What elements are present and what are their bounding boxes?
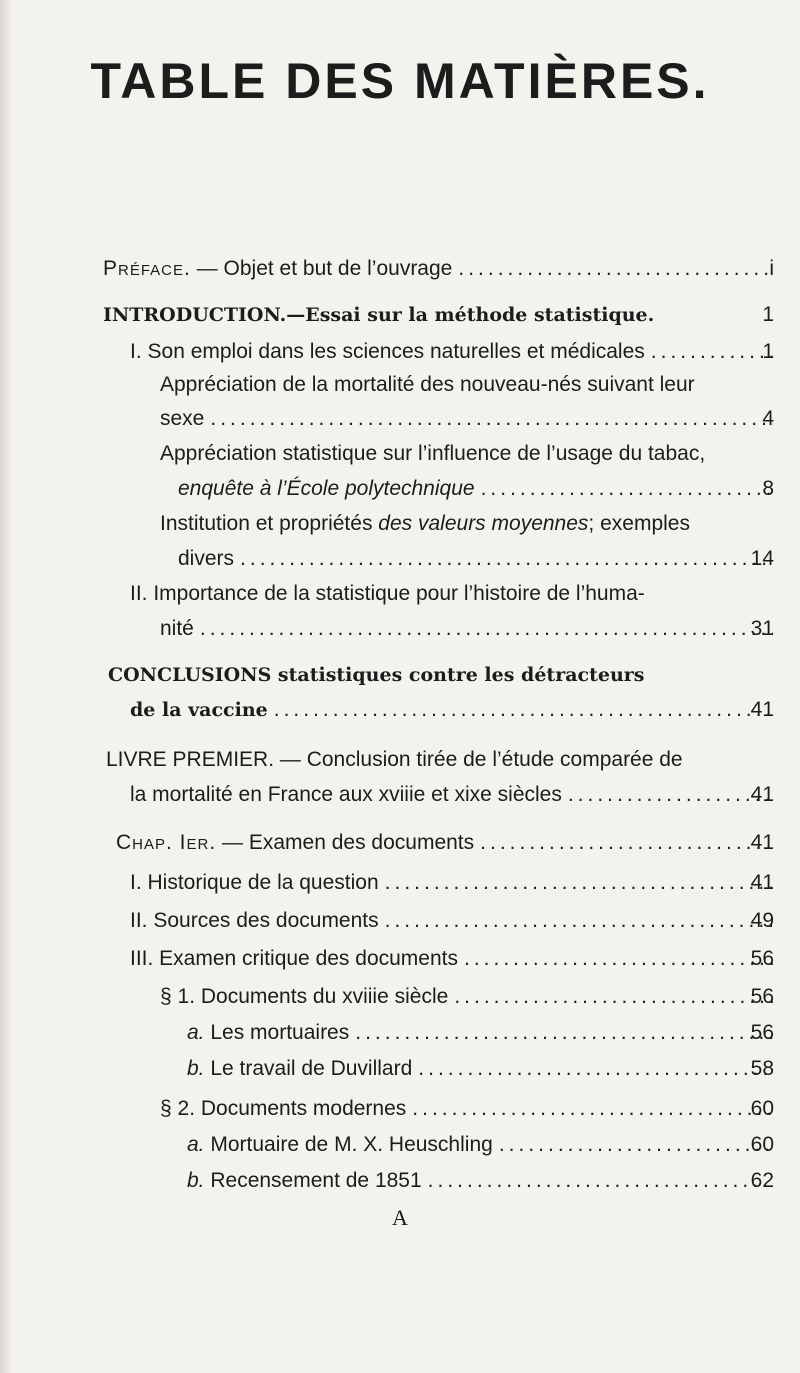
entry-label: Mortuaire de M. X. Heuschling: [204, 1133, 493, 1156]
toc-entry-examen-critique: [130, 947, 773, 971]
page-number: 56: [750, 985, 774, 1008]
entry-label: Le travail de Duvillard: [204, 1057, 413, 1080]
leader-dots: [412, 1057, 773, 1081]
entry-label: INTRODUCTION.—Essai sur la méthode statistique.: [103, 304, 655, 326]
toc-entry-importance: [160, 617, 773, 641]
toc-entry-historique: [130, 871, 773, 895]
toc-entry-preface: [103, 257, 773, 281]
entry-line: Appréciation de la mortalité des nouveau-nés suivant leur: [160, 373, 695, 396]
leader-dots: [452, 257, 773, 281]
entry-line: Appréciation statistique sur l’influence de l’usage du tabac,: [160, 442, 706, 465]
leader-dots: [379, 871, 773, 895]
toc-entry-tabac: [178, 477, 773, 501]
entry-label: Recensement de 1851: [204, 1169, 422, 1192]
entry-label: § 2. Documents modernes: [160, 1097, 407, 1120]
page-number: 62: [750, 1169, 774, 1192]
leader-dots: [268, 698, 773, 722]
leader-dots: [493, 1133, 773, 1157]
page-number: 1: [762, 340, 774, 363]
leader-dots: [406, 1097, 773, 1121]
leader-dots: [448, 985, 773, 1009]
toc-entry-heuschling: [187, 1133, 773, 1157]
toc-entry-sources: [130, 909, 773, 933]
entry-label: II. Sources des documents: [130, 909, 379, 932]
toc-entry-section-2: [160, 1097, 773, 1121]
entry-line: CONCLUSIONS statistiques contre les détracteurs: [108, 664, 645, 686]
toc-entry-son-emploi: [130, 340, 773, 364]
entry-label: § 1. Documents du xviiie siècle: [160, 985, 449, 1008]
page-number: 8: [762, 477, 774, 500]
page-number: i: [769, 257, 774, 280]
entry-marker: a.: [187, 1021, 205, 1044]
page-number: 4: [762, 407, 774, 430]
toc-entry-mortalite-nouveau-nes: [160, 407, 773, 431]
entry-label: Les mortuaires: [204, 1021, 350, 1044]
entry-label: enquête à l’École polytechnique: [178, 477, 475, 500]
leader-dots: [474, 831, 773, 855]
entry-label: divers: [178, 547, 235, 570]
entry-label: la mortalité en France aux xviiie et xixe siècles: [130, 783, 562, 806]
page-number: 31: [750, 617, 774, 640]
leader-dots: [562, 783, 773, 807]
entry-marker: b.: [187, 1057, 205, 1080]
entry-label: nité: [160, 617, 194, 640]
toc-entry-introduction: [103, 303, 773, 327]
toc-entry-section-1: [160, 985, 773, 1009]
leader-dots: [475, 477, 773, 501]
leader-dots: [349, 1021, 773, 1045]
entry-label: I. Historique de la question: [130, 871, 379, 894]
toc-entry-chap-1: [116, 831, 773, 855]
page-number: 58: [750, 1057, 774, 1080]
entry-label: sexe: [160, 407, 205, 430]
page-title: TABLE DES MATIÈRES.: [90, 53, 710, 109]
entry-line: II. Importance de la statistique pour l’histoire de l’huma-: [130, 582, 645, 605]
leader-dots: [204, 407, 773, 431]
page-number: 1: [762, 303, 774, 326]
page-number: 60: [750, 1133, 774, 1156]
leader-dots: [458, 947, 773, 971]
entry-label: III. Examen critique des documents: [130, 947, 458, 970]
entry-label: — Objet et but de l’ouvrage: [190, 257, 453, 280]
leader-dots: [194, 617, 773, 641]
leader-dots: [422, 1169, 773, 1193]
page-number: 49: [750, 909, 774, 932]
page-number: 41: [750, 698, 774, 721]
toc-entry-recensement: [187, 1169, 773, 1193]
page-number: 56: [750, 947, 774, 970]
toc-entry-livre-premier: [130, 783, 773, 807]
signature-mark: A: [392, 1205, 408, 1230]
toc-entry-valeurs-moyennes: [178, 547, 773, 571]
leader-dots: [234, 547, 773, 571]
leader-dots: [379, 909, 773, 933]
entry-label: I. Son emploi dans les sciences naturelles et médicales: [130, 340, 645, 363]
entry-marker: a.: [187, 1133, 205, 1156]
page-number: 56: [750, 1021, 774, 1044]
toc-entry-conclusions: [130, 698, 773, 722]
page-number: 41: [750, 783, 774, 806]
entry-line: Institution et propriétés des valeurs moyennes; exemples: [160, 512, 690, 535]
entry-prefix: Préface.: [103, 257, 191, 280]
page-number: 60: [750, 1097, 774, 1120]
entry-prefix: Chap. Ier.: [116, 831, 217, 854]
entry-label: de la vaccine: [130, 699, 268, 721]
page-number: 41: [750, 871, 774, 894]
entry-line: LIVRE PREMIER. — Conclusion tirée de l’étude comparée de: [106, 748, 683, 771]
toc-entry-duvillard: [187, 1057, 773, 1081]
entry-marker: b.: [187, 1169, 205, 1192]
leader-dots: [645, 340, 773, 364]
page-number: 41: [750, 831, 774, 854]
toc-entry-mortuaires: [187, 1021, 773, 1045]
page-edge-shadow: [0, 0, 12, 1373]
entry-label: — Examen des documents: [216, 831, 475, 854]
page-number: 14: [750, 547, 774, 570]
